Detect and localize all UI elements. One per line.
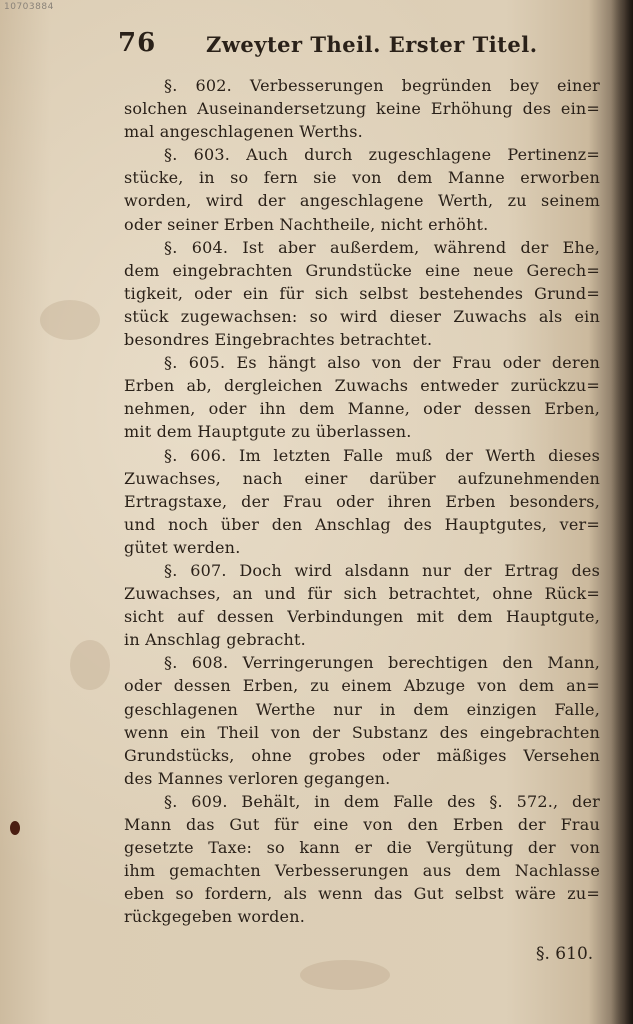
paragraph xyxy=(124,143,600,235)
page-number: 76 xyxy=(118,28,157,58)
text-line: und noch über den Anschlag des Hauptgutes, ver= xyxy=(124,514,600,534)
paragraph xyxy=(124,790,600,929)
text-line: mal angeschlagenen Werths. xyxy=(124,122,363,142)
text-line: des Mannes verloren gegangen. xyxy=(124,768,391,788)
text-line: gütet werden. xyxy=(124,537,241,557)
page-gutter-shadow xyxy=(611,0,633,1024)
paper-stain xyxy=(300,960,390,990)
paper-stain xyxy=(70,640,110,690)
text-line: Ertragstaxe, der Frau oder ihren Erben besonders, xyxy=(124,491,600,511)
text-line: Mann das Gut für eine von den Erben der Frau xyxy=(124,815,600,834)
paragraph xyxy=(124,559,600,651)
paragraph xyxy=(124,236,600,351)
text-line: §. 608. Verringerungen berechtigen den Mann, xyxy=(164,653,600,673)
text-line: wenn ein Theil von der Substanz des eingebrachten xyxy=(124,722,600,742)
text-line: stücke, in so fern sie von dem Manne erworben xyxy=(124,168,600,188)
body-text xyxy=(124,74,600,928)
text-line: solchen Auseinandersetzung keine Erhöhung des ein= xyxy=(124,99,600,119)
text-line: Grundstücks, ohne grobes oder mäßiges Versehen xyxy=(124,745,600,765)
paragraph xyxy=(124,74,600,143)
page-header xyxy=(118,28,538,62)
text-line: in Anschlag gebracht. xyxy=(124,630,306,650)
text-line: geschlagenen Werthe nur in dem einzigen Falle, xyxy=(124,699,600,719)
ink-blot xyxy=(10,821,20,835)
paragraph xyxy=(124,444,600,559)
text-line: stück zugewachsen: so wird dieser Zuwachs als ein xyxy=(124,306,600,326)
text-line: Zuwachses, nach einer darüber aufzunehmenden xyxy=(124,468,600,488)
text-line: oder seiner Erben Nachtheile, nicht erhöht. xyxy=(124,214,489,234)
paper-stain xyxy=(40,300,100,340)
catchword: §. 610. xyxy=(536,944,594,964)
text-line: §. 603. Auch durch zugeschlagene Pertinenz= xyxy=(164,145,600,165)
text-line: sicht auf dessen Verbindungen mit dem Hauptgute, xyxy=(124,607,600,627)
text-line: oder dessen Erben, zu einem Abzuge von dem an= xyxy=(124,676,600,696)
text-line: Zuwachses, an und für sich betrachtet, ohne Rück= xyxy=(124,584,600,604)
paragraph xyxy=(124,351,600,443)
running-head: Zweyter Theil. Erster Titel. xyxy=(206,32,538,57)
text-line: ihm gemachten Verbesserungen aus dem Nachlasse xyxy=(124,861,600,881)
text-line: dem eingebrachten Grundstücke eine neue Gerech= xyxy=(124,260,600,280)
text-line: §. 604. Ist aber außerdem, während der Ehe, xyxy=(164,237,600,257)
text-line: gesetzte Taxe: so kann er die Vergütung der von xyxy=(124,838,600,858)
text-line: eben so fordern, als wenn das Gut selbst wäre zu= xyxy=(124,884,600,904)
text-line: §. 602. Verbesserungen begründen bey einer xyxy=(164,76,600,95)
text-line: rückgegeben worden. xyxy=(124,907,306,927)
text-line: §. 607. Doch wird alsdann nur der Ertrag des xyxy=(164,560,600,580)
text-line: §. 609. Behält, in dem Falle des §. 572., der xyxy=(164,791,600,811)
text-line: worden, wird der angeschlagene Werth, zu seinem xyxy=(124,191,600,211)
text-line: Erben ab, dergleichen Zuwachs entweder zurückzu= xyxy=(124,376,600,396)
shelfmark-stamp: 10703884 xyxy=(4,2,54,12)
text-line: mit dem Hauptgute zu überlassen. xyxy=(124,422,412,442)
text-line: nehmen, oder ihn dem Manne, oder dessen Erben, xyxy=(124,399,600,419)
text-line: §. 605. Es hängt also von der Frau oder deren xyxy=(164,353,600,373)
text-line: §. 606. Im letzten Falle muß der Werth dieses xyxy=(164,445,600,465)
paragraph xyxy=(124,651,600,790)
text-line: besondres Eingebrachtes betrachtet. xyxy=(124,330,433,350)
text-line: tigkeit, oder ein für sich selbst bestehendes Grund= xyxy=(124,283,600,303)
